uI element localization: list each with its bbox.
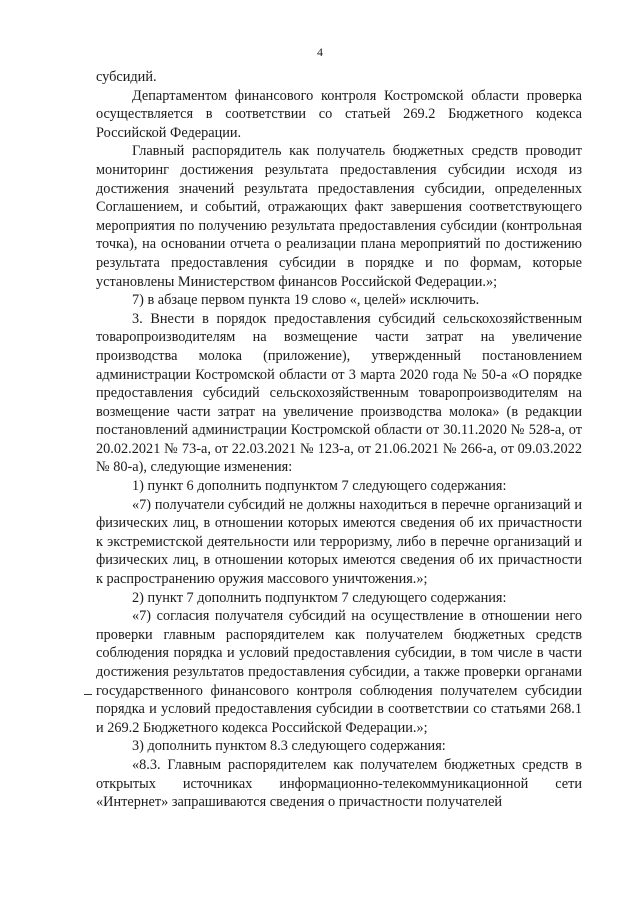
paragraph-item-7-clause-19: 7) в абзаце первом пункта 19 слово «, целей» исключить. <box>132 292 480 309</box>
paragraph-item-2: 2) пункт 7 дополнить подпунктом 7 следующего содержания: <box>132 589 507 606</box>
margin-mark <box>84 694 92 695</box>
paragraph-item-3: 3) дополнить пунктом 8.3 следующего содержания: <box>132 738 446 755</box>
paragraph-monitoring: Главный распорядитель как получатель бюджетных средств проводит мониторинг достижения результата предоставления субсидии исходя из достижения значений результата предоставления субсидии, определенных Соглашением, и событий, отражающих факт завершения соответствующего мероприятия по получению результата предоставления субсидии (контрольная точка), на основании отчета о реализации плана мероприятий по достижению результата предоставления субсидии в порядке и по формам, которые установлены Министерством финансов Российской Федерации.»; <box>96 143 582 290</box>
paragraph-continuation: субсидий. <box>96 69 157 85</box>
paragraph-quote-consent: «7) согласия получателя субсидий на осуществление в отношении него проверки главным распорядителем как получателем бюджетных средств соблюдения порядка и условий предоставления субсидии, в том числе в части достижения результатов предоставления субсидии, а также проверки органами государственного финансового контроля соблюдения получателем субсидии порядка и условий предоставления субсидии в соответствии со статьями 268.1 и 269.2 Бюджетного кодекса Российской Федерации.»; <box>96 608 582 736</box>
page-number: 4 <box>317 45 323 59</box>
paragraph-section-3: 3. Внести в порядок предоставления субсидий сельскохозяйственным товаропроизводителям на возмещение части затрат на увеличение производства молока (приложение), утвержденный постановлением администрации Костромской области от 3 марта 2020 года № 50-а «О порядке предоставления субсидий сельскохозяйственным товаропроизводителям на возмещение части затрат на увеличение производства молока» (в редакции постановлений администрации Костромской области от 30.11.2020 № 528-а, от 20.02.2021 № 73-а, от 22.03.2021 № 123-а, от 21.06.2021 № 266-а, от 09.03.2022 № 80-а), следующие изменения: <box>96 310 582 476</box>
paragraph-item-1: 1) пункт 6 дополнить подпунктом 7 следующего содержания: <box>132 478 507 495</box>
paragraph-quote-recipients: «7) получатели субсидий не должны находиться в перечне организаций и физических лиц, в отношении которых имеются сведения об их причастности к экстремистской деятельности или терроризму, либо в перечне организаций и физических лиц, в отношении которых имеются сведения об их причастности к распространению оружия массового уничтожения.»; <box>96 496 582 588</box>
paragraph-quote-8-3: «8.3. Главным распорядителем как получателем бюджетных средств в открытых источниках информационно-телекоммуникационной сети «Интернет» запрашиваются сведения о причастности получателей <box>96 756 582 811</box>
paragraph-audit-department: Департаментом финансового контроля Костромской области проверка осуществляется в соответствии со статьей 269.2 Бюджетного кодекса Российской Федерации. <box>96 87 582 141</box>
document-body <box>96 68 582 812</box>
